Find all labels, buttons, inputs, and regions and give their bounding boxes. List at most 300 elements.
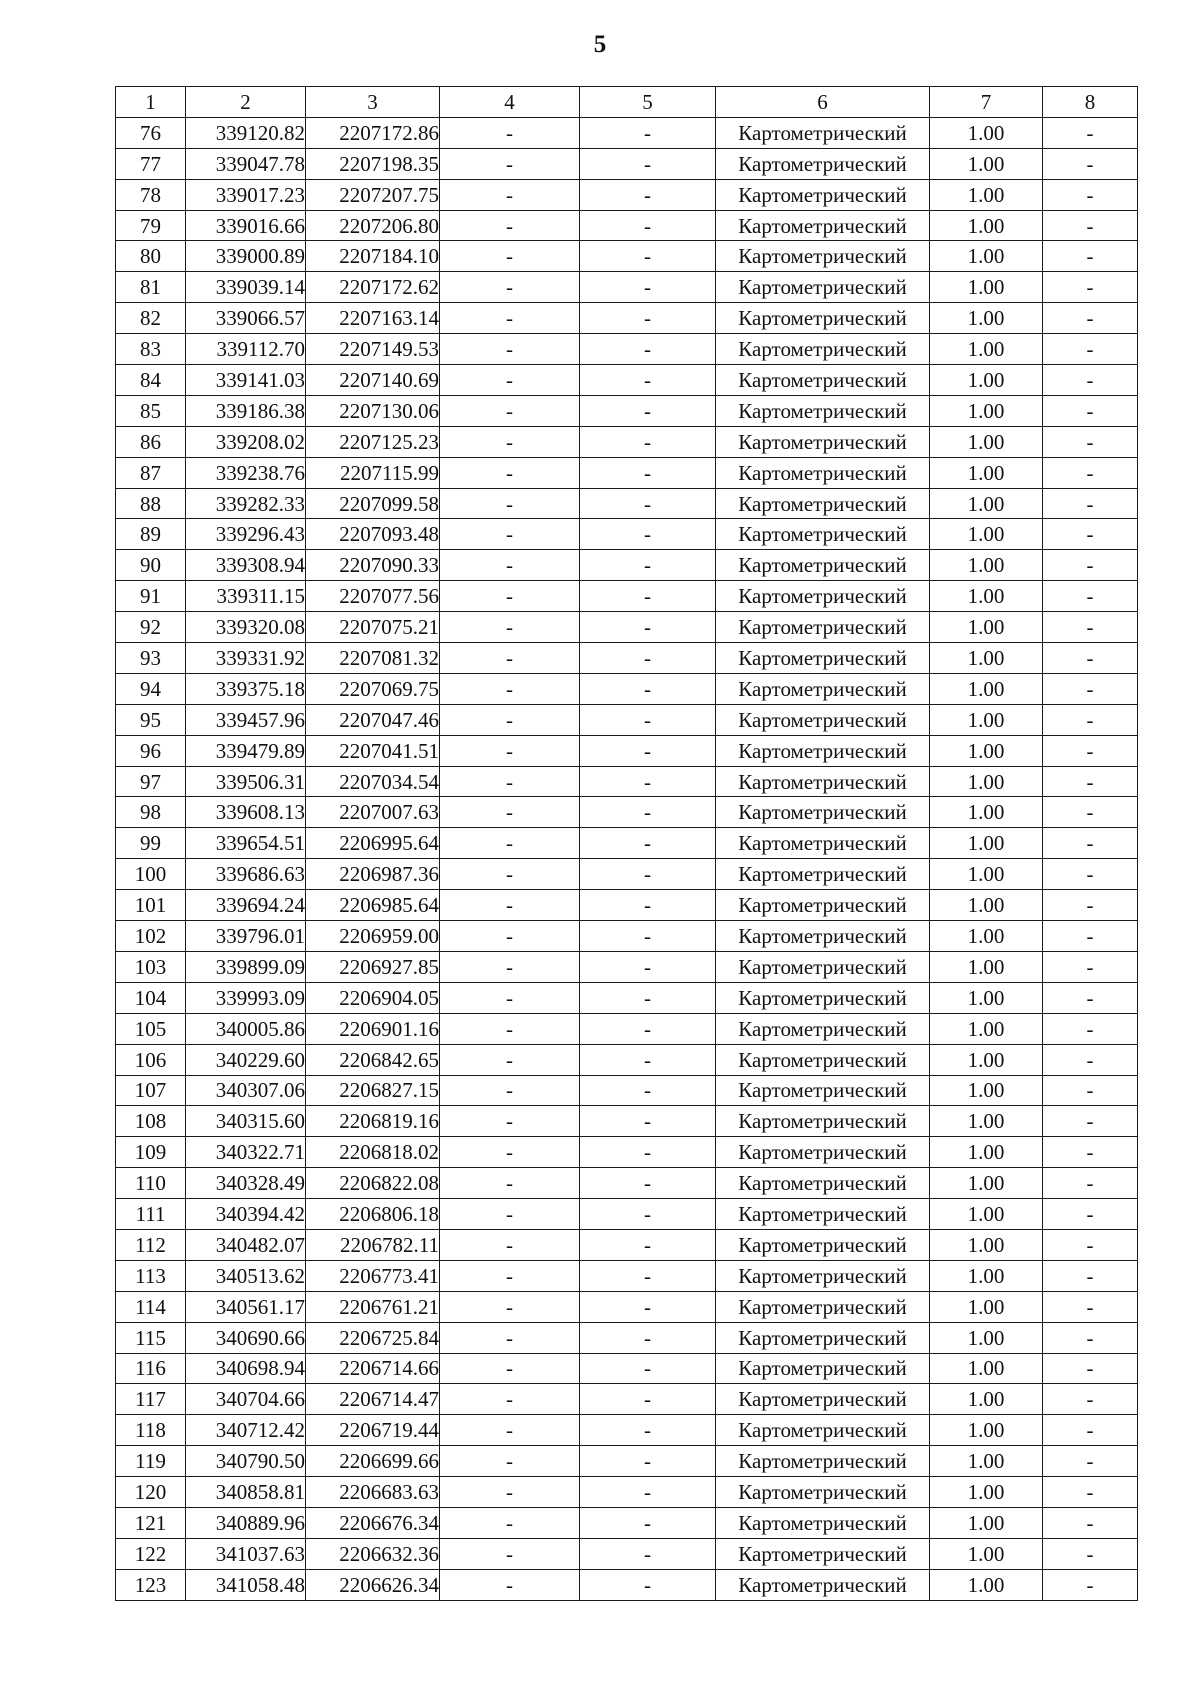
column-8-cell: -: [1043, 951, 1138, 982]
column-5-cell: -: [580, 951, 716, 982]
method-cell: Картометрический: [716, 457, 930, 488]
column-4-cell: -: [440, 673, 580, 704]
accuracy-cell: 1.00: [930, 1229, 1043, 1260]
method-cell: Картометрический: [716, 395, 930, 426]
table-row: [116, 1044, 1138, 1075]
column-5-cell: -: [580, 612, 716, 643]
x-coordinate-cell: 339141.03: [186, 365, 306, 396]
point-number-cell: 106: [116, 1044, 186, 1075]
x-coordinate-cell: 339479.89: [186, 735, 306, 766]
table-row: [116, 179, 1138, 210]
accuracy-cell: 1.00: [930, 1507, 1043, 1538]
method-cell: Картометрический: [716, 797, 930, 828]
method-cell: Картометрический: [716, 1353, 930, 1384]
column-8-cell: -: [1043, 1415, 1138, 1446]
method-cell: Картометрический: [716, 982, 930, 1013]
point-number-cell: 111: [116, 1199, 186, 1230]
method-cell: Картометрический: [716, 488, 930, 519]
column-header: 4: [440, 87, 580, 118]
accuracy-cell: 1.00: [930, 303, 1043, 334]
method-cell: Картометрический: [716, 1168, 930, 1199]
column-5-cell: -: [580, 365, 716, 396]
point-number-cell: 77: [116, 148, 186, 179]
column-8-cell: -: [1043, 921, 1138, 952]
method-cell: Картометрический: [716, 303, 930, 334]
column-4-cell: -: [440, 519, 580, 550]
column-8-cell: -: [1043, 797, 1138, 828]
x-coordinate-cell: 339694.24: [186, 890, 306, 921]
table-row: [116, 395, 1138, 426]
method-cell: Картометрический: [716, 117, 930, 148]
column-8-cell: -: [1043, 365, 1138, 396]
point-number-cell: 107: [116, 1075, 186, 1106]
point-number-cell: 115: [116, 1322, 186, 1353]
x-coordinate-cell: 339120.82: [186, 117, 306, 148]
table-row: [116, 828, 1138, 859]
column-4-cell: -: [440, 581, 580, 612]
point-number-cell: 87: [116, 457, 186, 488]
method-cell: Картометрический: [716, 1415, 930, 1446]
column-8-cell: -: [1043, 1168, 1138, 1199]
table-row: [116, 982, 1138, 1013]
x-coordinate-cell: 339654.51: [186, 828, 306, 859]
column-8-cell: -: [1043, 704, 1138, 735]
x-coordinate-cell: 339308.94: [186, 550, 306, 581]
table-row: [116, 921, 1138, 952]
column-5-cell: -: [580, 581, 716, 612]
accuracy-cell: 1.00: [930, 1044, 1043, 1075]
column-5-cell: -: [580, 1415, 716, 1446]
y-coordinate-cell: 2206714.47: [306, 1384, 440, 1415]
accuracy-cell: 1.00: [930, 921, 1043, 952]
table-row: [116, 1075, 1138, 1106]
column-5-cell: -: [580, 704, 716, 735]
method-cell: Картометрический: [716, 643, 930, 674]
table-row: [116, 1538, 1138, 1569]
method-cell: Картометрический: [716, 179, 930, 210]
method-cell: Картометрический: [716, 1137, 930, 1168]
table-row: [116, 735, 1138, 766]
column-4-cell: -: [440, 735, 580, 766]
point-number-cell: 118: [116, 1415, 186, 1446]
y-coordinate-cell: 2206676.34: [306, 1507, 440, 1538]
column-5-cell: -: [580, 859, 716, 890]
y-coordinate-cell: 2206827.15: [306, 1075, 440, 1106]
y-coordinate-cell: 2207172.62: [306, 272, 440, 303]
x-coordinate-cell: 339282.33: [186, 488, 306, 519]
accuracy-cell: 1.00: [930, 612, 1043, 643]
column-5-cell: -: [580, 179, 716, 210]
x-coordinate-cell: 340858.81: [186, 1477, 306, 1508]
column-4-cell: -: [440, 1137, 580, 1168]
accuracy-cell: 1.00: [930, 1415, 1043, 1446]
method-cell: Картометрический: [716, 519, 930, 550]
x-coordinate-cell: 339000.89: [186, 241, 306, 272]
column-4-cell: -: [440, 1415, 580, 1446]
method-cell: Картометрический: [716, 1322, 930, 1353]
column-5-cell: -: [580, 797, 716, 828]
accuracy-cell: 1.00: [930, 890, 1043, 921]
accuracy-cell: 1.00: [930, 241, 1043, 272]
column-8-cell: -: [1043, 735, 1138, 766]
accuracy-cell: 1.00: [930, 210, 1043, 241]
column-5-cell: -: [580, 1013, 716, 1044]
method-cell: Картометрический: [716, 766, 930, 797]
y-coordinate-cell: 2207125.23: [306, 426, 440, 457]
table-row: [116, 241, 1138, 272]
column-header: 8: [1043, 87, 1138, 118]
x-coordinate-cell: 340482.07: [186, 1229, 306, 1260]
y-coordinate-cell: 2207184.10: [306, 241, 440, 272]
y-coordinate-cell: 2206959.00: [306, 921, 440, 952]
column-4-cell: -: [440, 488, 580, 519]
point-number-cell: 83: [116, 334, 186, 365]
column-4-cell: -: [440, 1507, 580, 1538]
table-row: [116, 1168, 1138, 1199]
column-5-cell: -: [580, 117, 716, 148]
column-8-cell: -: [1043, 1538, 1138, 1569]
y-coordinate-cell: 2207140.69: [306, 365, 440, 396]
accuracy-cell: 1.00: [930, 1477, 1043, 1508]
column-8-cell: -: [1043, 1291, 1138, 1322]
column-5-cell: -: [580, 426, 716, 457]
column-4-cell: -: [440, 951, 580, 982]
column-5-cell: -: [580, 1260, 716, 1291]
column-8-cell: -: [1043, 1322, 1138, 1353]
column-5-cell: -: [580, 1322, 716, 1353]
x-coordinate-cell: 340698.94: [186, 1353, 306, 1384]
column-4-cell: -: [440, 395, 580, 426]
point-number-cell: 109: [116, 1137, 186, 1168]
column-header: 5: [580, 87, 716, 118]
column-8-cell: -: [1043, 673, 1138, 704]
column-4-cell: -: [440, 1168, 580, 1199]
table-row: [116, 797, 1138, 828]
column-4-cell: -: [440, 1291, 580, 1322]
column-8-cell: -: [1043, 1229, 1138, 1260]
y-coordinate-cell: 2207077.56: [306, 581, 440, 612]
method-cell: Картометрический: [716, 1384, 930, 1415]
method-cell: Картометрический: [716, 272, 930, 303]
column-5-cell: -: [580, 1229, 716, 1260]
table-row: [116, 210, 1138, 241]
column-5-cell: -: [580, 735, 716, 766]
y-coordinate-cell: 2206719.44: [306, 1415, 440, 1446]
x-coordinate-cell: 339112.70: [186, 334, 306, 365]
table-row: [116, 643, 1138, 674]
method-cell: Картометрический: [716, 1106, 930, 1137]
column-5-cell: -: [580, 1291, 716, 1322]
accuracy-cell: 1.00: [930, 828, 1043, 859]
y-coordinate-cell: 2206714.66: [306, 1353, 440, 1384]
x-coordinate-cell: 339506.31: [186, 766, 306, 797]
accuracy-cell: 1.00: [930, 951, 1043, 982]
column-4-cell: -: [440, 612, 580, 643]
column-5-cell: -: [580, 828, 716, 859]
x-coordinate-cell: 340561.17: [186, 1291, 306, 1322]
point-number-cell: 100: [116, 859, 186, 890]
column-5-cell: -: [580, 1044, 716, 1075]
column-5-cell: -: [580, 1507, 716, 1538]
point-number-cell: 121: [116, 1507, 186, 1538]
accuracy-cell: 1.00: [930, 1168, 1043, 1199]
y-coordinate-cell: 2207198.35: [306, 148, 440, 179]
method-cell: Картометрический: [716, 1446, 930, 1477]
x-coordinate-cell: 339016.66: [186, 210, 306, 241]
column-5-cell: -: [580, 519, 716, 550]
accuracy-cell: 1.00: [930, 766, 1043, 797]
column-8-cell: -: [1043, 550, 1138, 581]
point-number-cell: 90: [116, 550, 186, 581]
method-cell: Картометрический: [716, 210, 930, 241]
method-cell: Картометрический: [716, 1477, 930, 1508]
column-header: 3: [306, 87, 440, 118]
point-number-cell: 82: [116, 303, 186, 334]
point-number-cell: 102: [116, 921, 186, 952]
column-header: 2: [186, 87, 306, 118]
column-8-cell: -: [1043, 581, 1138, 612]
column-8-cell: -: [1043, 334, 1138, 365]
column-8-cell: -: [1043, 241, 1138, 272]
accuracy-cell: 1.00: [930, 581, 1043, 612]
column-4-cell: -: [440, 828, 580, 859]
column-8-cell: -: [1043, 1137, 1138, 1168]
method-cell: Картометрический: [716, 1260, 930, 1291]
column-5-cell: -: [580, 643, 716, 674]
column-4-cell: -: [440, 1538, 580, 1569]
table-row: [116, 1384, 1138, 1415]
y-coordinate-cell: 2207163.14: [306, 303, 440, 334]
x-coordinate-cell: 341058.48: [186, 1569, 306, 1600]
column-8-cell: -: [1043, 1106, 1138, 1137]
y-coordinate-cell: 2206818.02: [306, 1137, 440, 1168]
method-cell: Картометрический: [716, 148, 930, 179]
x-coordinate-cell: 339457.96: [186, 704, 306, 735]
accuracy-cell: 1.00: [930, 1013, 1043, 1044]
point-number-cell: 97: [116, 766, 186, 797]
point-number-cell: 114: [116, 1291, 186, 1322]
table-row: [116, 1322, 1138, 1353]
column-5-cell: -: [580, 1477, 716, 1508]
column-4-cell: -: [440, 1384, 580, 1415]
column-8-cell: -: [1043, 890, 1138, 921]
x-coordinate-cell: 339899.09: [186, 951, 306, 982]
column-header: 6: [716, 87, 930, 118]
x-coordinate-cell: 340513.62: [186, 1260, 306, 1291]
point-number-cell: 95: [116, 704, 186, 735]
x-coordinate-cell: 339375.18: [186, 673, 306, 704]
column-4-cell: -: [440, 1477, 580, 1508]
y-coordinate-cell: 2206632.36: [306, 1538, 440, 1569]
point-number-cell: 117: [116, 1384, 186, 1415]
column-5-cell: -: [580, 1168, 716, 1199]
table-row: [116, 426, 1138, 457]
x-coordinate-cell: 340790.50: [186, 1446, 306, 1477]
column-4-cell: -: [440, 982, 580, 1013]
x-coordinate-cell: 339238.76: [186, 457, 306, 488]
y-coordinate-cell: 2206773.41: [306, 1260, 440, 1291]
table-row: [116, 1229, 1138, 1260]
table-row: [116, 519, 1138, 550]
y-coordinate-cell: 2207130.06: [306, 395, 440, 426]
column-5-cell: -: [580, 1137, 716, 1168]
x-coordinate-cell: 339311.15: [186, 581, 306, 612]
point-number-cell: 80: [116, 241, 186, 272]
point-number-cell: 93: [116, 643, 186, 674]
point-number-cell: 103: [116, 951, 186, 982]
column-4-cell: -: [440, 210, 580, 241]
point-number-cell: 119: [116, 1446, 186, 1477]
table-row: [116, 272, 1138, 303]
method-cell: Картометрический: [716, 1044, 930, 1075]
column-4-cell: -: [440, 1106, 580, 1137]
point-number-cell: 88: [116, 488, 186, 519]
x-coordinate-cell: 340315.60: [186, 1106, 306, 1137]
y-coordinate-cell: 2207090.33: [306, 550, 440, 581]
x-coordinate-cell: 339017.23: [186, 179, 306, 210]
accuracy-cell: 1.00: [930, 1384, 1043, 1415]
coordinates-table: [115, 86, 1138, 1601]
table-row: [116, 117, 1138, 148]
point-number-cell: 104: [116, 982, 186, 1013]
method-cell: Картометрический: [716, 581, 930, 612]
column-8-cell: -: [1043, 643, 1138, 674]
table-row: [116, 1199, 1138, 1230]
column-5-cell: -: [580, 550, 716, 581]
point-number-cell: 92: [116, 612, 186, 643]
x-coordinate-cell: 340322.71: [186, 1137, 306, 1168]
column-8-cell: -: [1043, 1353, 1138, 1384]
column-8-cell: -: [1043, 179, 1138, 210]
column-4-cell: -: [440, 303, 580, 334]
accuracy-cell: 1.00: [930, 365, 1043, 396]
accuracy-cell: 1.00: [930, 643, 1043, 674]
y-coordinate-cell: 2206626.34: [306, 1569, 440, 1600]
accuracy-cell: 1.00: [930, 117, 1043, 148]
table-row: [116, 1260, 1138, 1291]
column-4-cell: -: [440, 921, 580, 952]
column-5-cell: -: [580, 890, 716, 921]
column-5-cell: -: [580, 210, 716, 241]
table-row: [116, 1353, 1138, 1384]
y-coordinate-cell: 2207115.99: [306, 457, 440, 488]
column-8-cell: -: [1043, 1199, 1138, 1230]
column-4-cell: -: [440, 797, 580, 828]
column-4-cell: -: [440, 1569, 580, 1600]
x-coordinate-cell: 340307.06: [186, 1075, 306, 1106]
x-coordinate-cell: 340690.66: [186, 1322, 306, 1353]
method-cell: Картометрический: [716, 673, 930, 704]
column-5-cell: -: [580, 241, 716, 272]
accuracy-cell: 1.00: [930, 797, 1043, 828]
column-5-cell: -: [580, 766, 716, 797]
table-row: [116, 303, 1138, 334]
column-8-cell: -: [1043, 1569, 1138, 1600]
x-coordinate-cell: 340229.60: [186, 1044, 306, 1075]
method-cell: Картометрический: [716, 828, 930, 859]
column-8-cell: -: [1043, 1013, 1138, 1044]
column-4-cell: -: [440, 1446, 580, 1477]
column-5-cell: -: [580, 982, 716, 1013]
y-coordinate-cell: 2207034.54: [306, 766, 440, 797]
y-coordinate-cell: 2207069.75: [306, 673, 440, 704]
point-number-cell: 85: [116, 395, 186, 426]
accuracy-cell: 1.00: [930, 1199, 1043, 1230]
table-row: [116, 1477, 1138, 1508]
x-coordinate-cell: 339296.43: [186, 519, 306, 550]
method-cell: Картометрический: [716, 735, 930, 766]
column-8-cell: -: [1043, 395, 1138, 426]
x-coordinate-cell: 339608.13: [186, 797, 306, 828]
table-row: [116, 1415, 1138, 1446]
y-coordinate-cell: 2206725.84: [306, 1322, 440, 1353]
column-header: 1: [116, 87, 186, 118]
accuracy-cell: 1.00: [930, 859, 1043, 890]
y-coordinate-cell: 2207007.63: [306, 797, 440, 828]
table-row: [116, 890, 1138, 921]
table-row: [116, 1507, 1138, 1538]
table-row: [116, 859, 1138, 890]
column-8-cell: -: [1043, 426, 1138, 457]
column-4-cell: -: [440, 766, 580, 797]
x-coordinate-cell: 339796.01: [186, 921, 306, 952]
table-row: [116, 612, 1138, 643]
point-number-cell: 79: [116, 210, 186, 241]
page-number: 5: [593, 31, 607, 58]
column-8-cell: -: [1043, 1260, 1138, 1291]
column-5-cell: -: [580, 457, 716, 488]
point-number-cell: 81: [116, 272, 186, 303]
point-number-cell: 108: [116, 1106, 186, 1137]
point-number-cell: 91: [116, 581, 186, 612]
table-row: [116, 457, 1138, 488]
y-coordinate-cell: 2207207.75: [306, 179, 440, 210]
column-5-cell: -: [580, 1106, 716, 1137]
table-row: [116, 581, 1138, 612]
accuracy-cell: 1.00: [930, 272, 1043, 303]
y-coordinate-cell: 2206985.64: [306, 890, 440, 921]
table-row: [116, 365, 1138, 396]
column-4-cell: -: [440, 859, 580, 890]
column-4-cell: -: [440, 365, 580, 396]
column-8-cell: -: [1043, 859, 1138, 890]
y-coordinate-cell: 2207099.58: [306, 488, 440, 519]
y-coordinate-cell: 2206842.65: [306, 1044, 440, 1075]
method-cell: Картометрический: [716, 612, 930, 643]
method-cell: Картометрический: [716, 951, 930, 982]
table-body: [116, 117, 1138, 1600]
column-4-cell: -: [440, 704, 580, 735]
y-coordinate-cell: 2207206.80: [306, 210, 440, 241]
accuracy-cell: 1.00: [930, 1446, 1043, 1477]
accuracy-cell: 1.00: [930, 488, 1043, 519]
column-5-cell: -: [580, 272, 716, 303]
method-cell: Картометрический: [716, 1507, 930, 1538]
point-number-cell: 110: [116, 1168, 186, 1199]
y-coordinate-cell: 2206927.85: [306, 951, 440, 982]
column-8-cell: -: [1043, 457, 1138, 488]
accuracy-cell: 1.00: [930, 1260, 1043, 1291]
column-5-cell: -: [580, 1384, 716, 1415]
column-8-cell: -: [1043, 1044, 1138, 1075]
accuracy-cell: 1.00: [930, 1322, 1043, 1353]
column-header: 7: [930, 87, 1043, 118]
method-cell: Картометрический: [716, 1075, 930, 1106]
column-8-cell: -: [1043, 766, 1138, 797]
column-4-cell: -: [440, 148, 580, 179]
column-5-cell: -: [580, 1569, 716, 1600]
point-number-cell: 78: [116, 179, 186, 210]
